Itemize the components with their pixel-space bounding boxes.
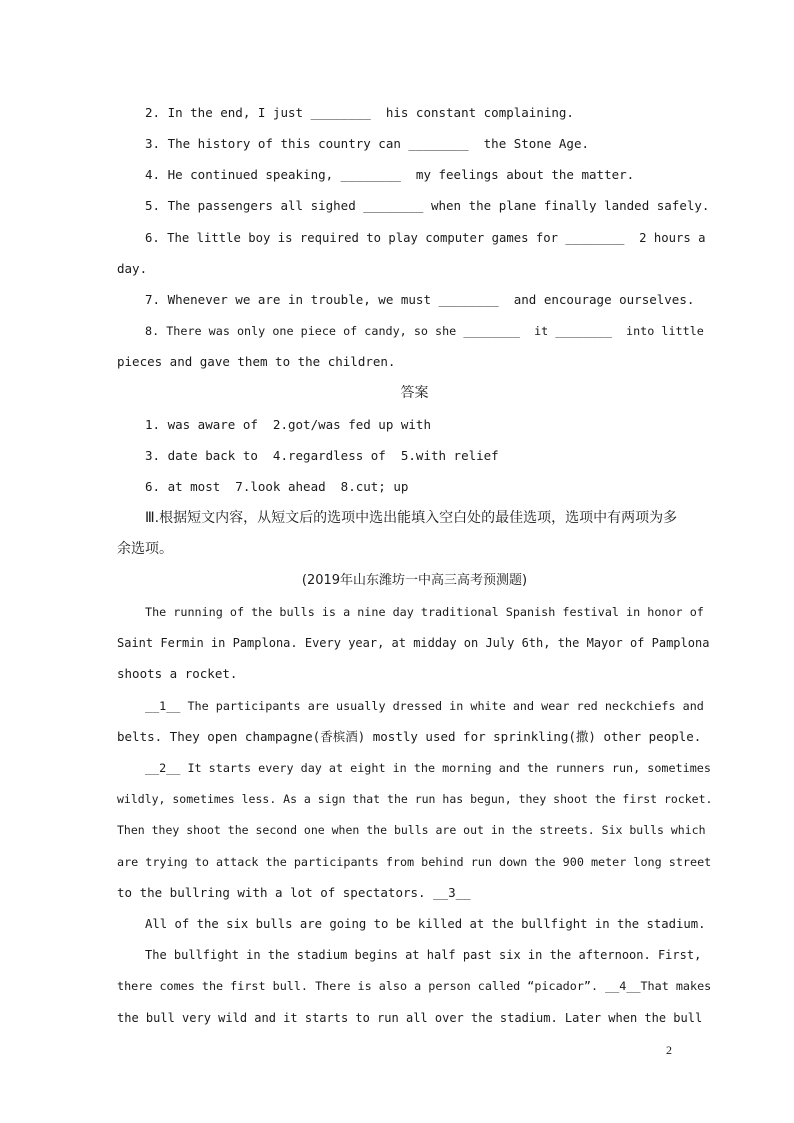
question-3: 3. The history of this country can ________ the Stone Age. xyxy=(145,136,590,151)
question-8-cont: pieces and gave them to the children. xyxy=(117,354,396,369)
question-7: 7. Whenever we are in trouble, we must ________ and encourage ourselves. xyxy=(145,292,695,307)
passage-line: Saint Fermin in Pamplona. Every year, at midday on July 6th, the Mayor of Pamplona xyxy=(117,636,710,650)
answer-line: 3. date back to 4.regardless of 5.with relief xyxy=(145,448,499,463)
passage-line: The bullfight in the stadium begins at half past six in the afternoon. First, xyxy=(145,948,702,962)
passage-line: are trying to attack the participants from behind run down the 900 meter long street xyxy=(117,855,712,869)
source-note: (2019年山东潍坊一中高三高考预测题) xyxy=(301,573,528,588)
passage-line: the bull very wild and it starts to run all over the stadium. Later when the bull xyxy=(117,1011,703,1025)
passage-line: to the bullring with a lot of spectators. __3__ xyxy=(117,885,471,900)
answer-line: 6. at most 7.look ahead 8.cut; up xyxy=(145,479,409,494)
section-instruction: Ⅲ.根据短文内容，从短文后的选项中选出能填入空白处的最佳选项，选项中有两项为多 xyxy=(145,510,678,526)
section-instruction-cont: 余选项。 xyxy=(117,541,173,557)
answer-heading: 答案 xyxy=(400,385,429,401)
passage-line: there comes the first bull. There is also a person called “picador”. __4__That makes xyxy=(117,979,712,993)
passage-line: belts. They open champagne(香槟酒) mostly used for sprinkling(撒) other people. xyxy=(117,729,702,744)
passage-line: __1__ The participants are usually dressed in white and wear red neckchiefs and xyxy=(145,699,704,713)
passage-line: wildly, sometimes less. As a sign that the run has begun, they shoot the first rocket. xyxy=(117,792,712,806)
passage-line: Then they shoot the second one when the bulls are out in the streets. Six bulls which xyxy=(117,823,706,837)
passage-line: __2__ It starts every day at eight in the morning and the runners run, sometimes xyxy=(145,761,711,775)
question-2: 2. In the end, I just ________ his constant complaining. xyxy=(145,105,574,120)
page-number: 2 xyxy=(666,1043,672,1057)
question-6: 6. The little boy is required to play computer games for ________ 2 hours a xyxy=(145,231,706,245)
question-4: 4. He continued speaking, ________ my feelings about the matter. xyxy=(145,167,635,182)
passage-line: shoots a rocket. xyxy=(117,666,238,681)
passage-line: All of the six bulls are going to be killed at the bullfight in the stadium. xyxy=(145,917,706,931)
question-6-cont: day. xyxy=(117,261,148,276)
question-5: 5. The passengers all sighed ________ when the plane finally landed safely. xyxy=(145,198,710,213)
passage-line: The running of the bulls is a nine day traditional Spanish festival in honor of xyxy=(145,605,704,619)
answer-line: 1. was aware of 2.got/was fed up with xyxy=(145,417,431,432)
question-8: 8. There was only one piece of candy, so she ________ it ________ into little xyxy=(145,324,704,338)
